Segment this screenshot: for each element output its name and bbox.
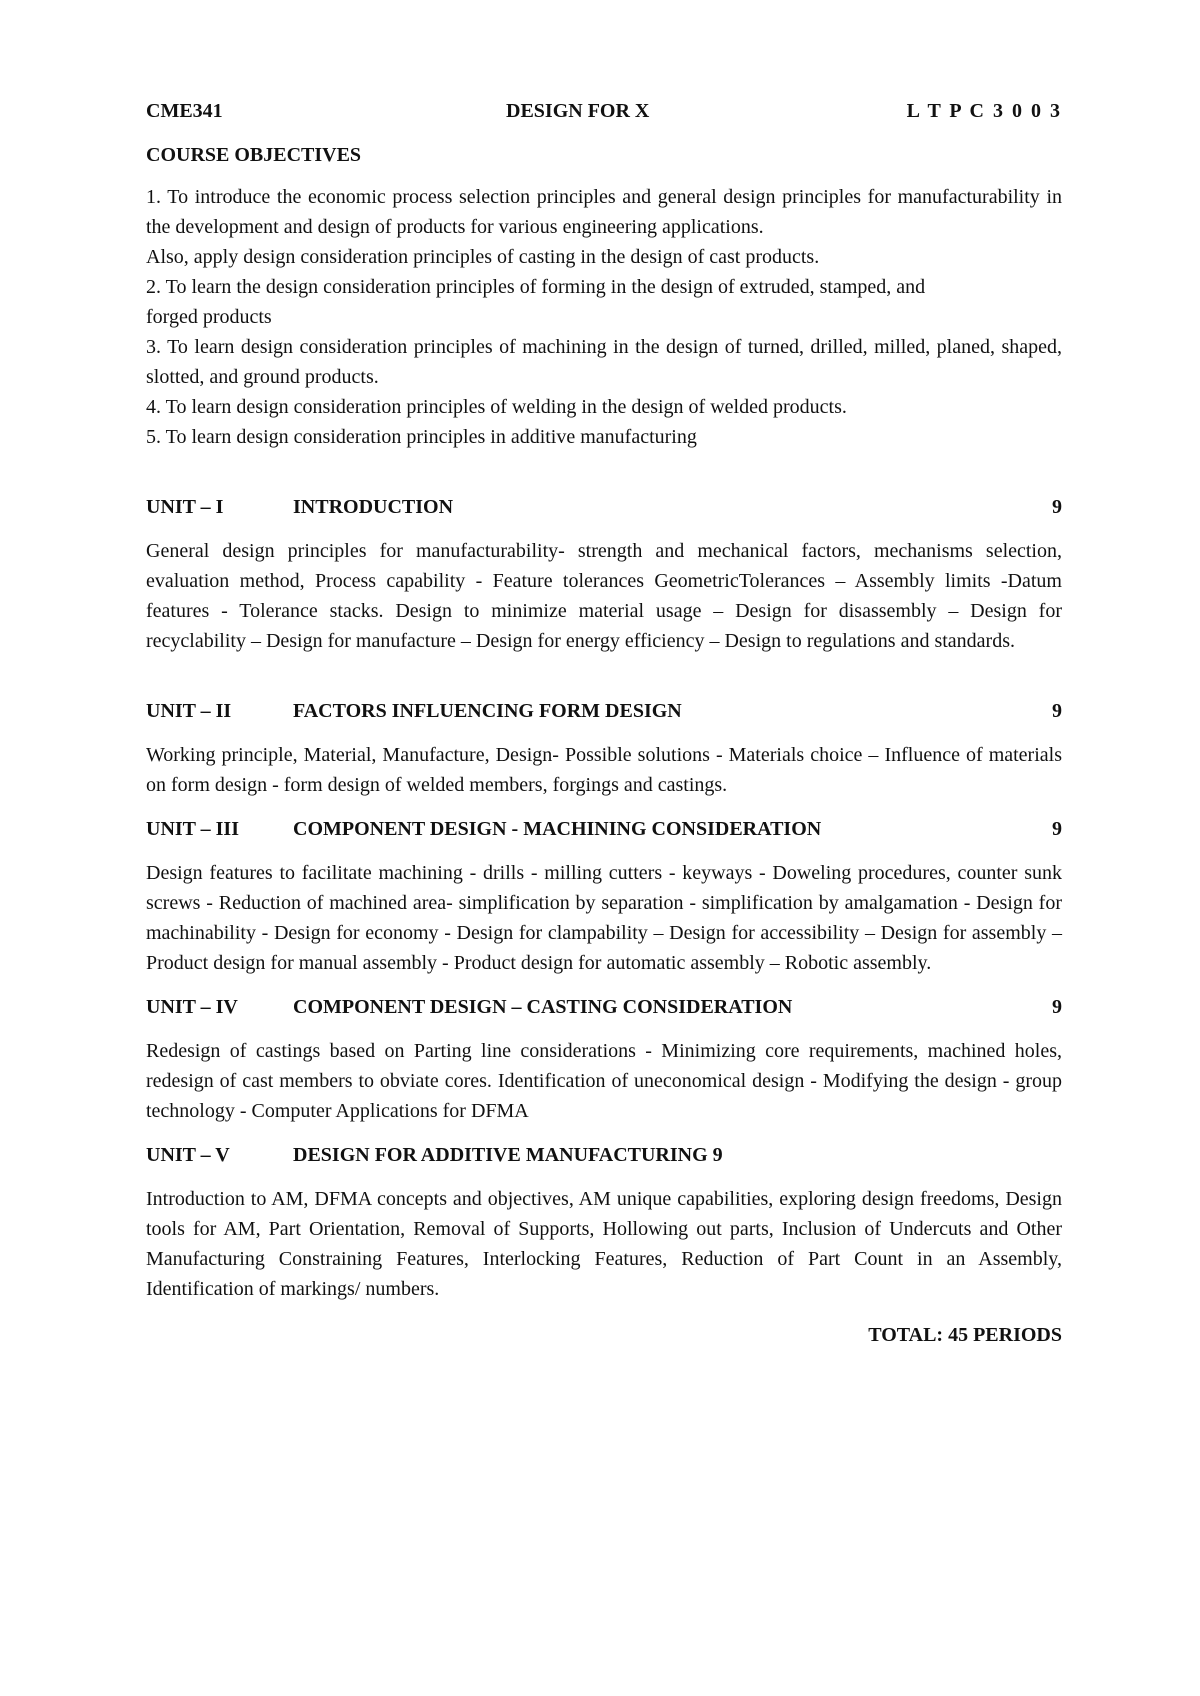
unit-number: UNIT – V — [146, 1144, 230, 1166]
unit-body: Redesign of castings based on Parting line considerations - Minimizing core requirements, machined holes, redesign of cast members to obviate cores. Identification of uneconomical design - Modifying the design - group technology - Computer Applications for DFMA — [146, 1040, 1062, 1122]
objectives-title: COURSE OBJECTIVES — [146, 144, 362, 166]
unit-body: Design features to facilitate machining - drills - milling cutters - keyways - Doweling procedures, counter sunk screws - Reduction of machined area- simplification by separation - simplification by amalgamation - Design for machinability - Design for economy - Design for clampability – Design for accessibility – Design for assembly – Product design for manual assembly - Product design for automatic assembly – Robotic assembly. — [146, 862, 1062, 974]
unit-heading — [146, 814, 1062, 844]
unit-heading — [146, 1140, 1062, 1170]
unit-body: Working principle, Material, Manufacture, Design- Possible solutions - Materials choice – Influence of materials on form design - form design of welded members, forgings and castings. — [146, 744, 1062, 796]
unit-number: UNIT – II — [146, 700, 232, 722]
unit-5 — [146, 1140, 1062, 1304]
unit-name: DESIGN FOR ADDITIVE MANUFACTURING 9 — [293, 1144, 723, 1166]
objective-line: 5. To learn design consideration principles in additive manufacturing — [146, 426, 697, 448]
unit-hours: 9 — [1052, 700, 1062, 722]
unit-hours — [1022, 1140, 1062, 1170]
objective-line: Also, apply design consideration principles of casting in the design of cast products. — [146, 246, 820, 268]
unit-name: COMPONENT DESIGN – CASTING CONSIDERATION — [293, 996, 793, 1018]
unit-name: FACTORS INFLUENCING FORM DESIGN — [293, 700, 682, 722]
unit-3 — [146, 814, 1062, 978]
unit-number: UNIT – III — [146, 818, 239, 840]
unit-name: COMPONENT DESIGN - MACHINING CONSIDERATION — [293, 818, 822, 840]
objective-line: 1. To introduce the economic process selection principles and general design principles for manufacturability in the development and design of products for various engineering applications. — [146, 186, 1062, 238]
unit-body: Introduction to AM, DFMA concepts and objectives, AM unique capabilities, exploring design freedoms, Design tools for AM, Part Orientation, Removal of Supports, Hollowing out parts, Inclusion of Undercuts and Other Manufacturing Constraining Features, Interlocking Features, Reduction of Part Count in an Assembly, Identification of markings/ numbers. — [146, 1188, 1062, 1300]
unit-heading — [146, 492, 1062, 522]
unit-hours: 9 — [1052, 996, 1062, 1018]
unit-number: UNIT – IV — [146, 996, 238, 1018]
course-code: CME341 — [146, 100, 223, 122]
unit-body: General design principles for manufacturability- strength and mechanical factors, mechanisms selection, evaluation method, Process capability - Feature tolerances GeometricTolerances – Assembly limits -Datum features - Tolerance stacks. Design to minimize material usage – Design for disassembly – Design for recyclability – Design for manufacture – Design for energy efficiency – Design to regulations and standards. — [146, 540, 1062, 652]
unit-heading — [146, 992, 1062, 1022]
objective-line: 3. To learn design consideration principles of machining in the design of turned, drilled, milled, planed, shaped, slotted, and ground products. — [146, 336, 1062, 388]
unit-heading — [146, 696, 1062, 726]
total-periods: TOTAL: 45 PERIODS — [868, 1324, 1062, 1346]
objective-line: 2. To learn the design consideration principles of forming in the design of extruded, stamped, and — [146, 276, 926, 298]
unit-name: INTRODUCTION — [293, 496, 454, 518]
unit-hours: 9 — [1052, 496, 1062, 518]
unit-1 — [146, 492, 1062, 656]
syllabus-page — [146, 96, 1062, 1350]
objective-line: 4. To learn design consideration principles of welding in the design of welded products. — [146, 396, 847, 418]
unit-hours: 9 — [1052, 818, 1062, 840]
course-ltpc: L T P C 3 0 0 3 — [906, 100, 1062, 122]
objective-line: forged products — [146, 306, 272, 328]
unit-4 — [146, 992, 1062, 1126]
unit-number: UNIT – I — [146, 496, 224, 518]
objectives-list — [146, 182, 1062, 452]
unit-2 — [146, 696, 1062, 800]
course-header — [146, 96, 1062, 126]
course-title: DESIGN FOR X — [506, 100, 650, 122]
